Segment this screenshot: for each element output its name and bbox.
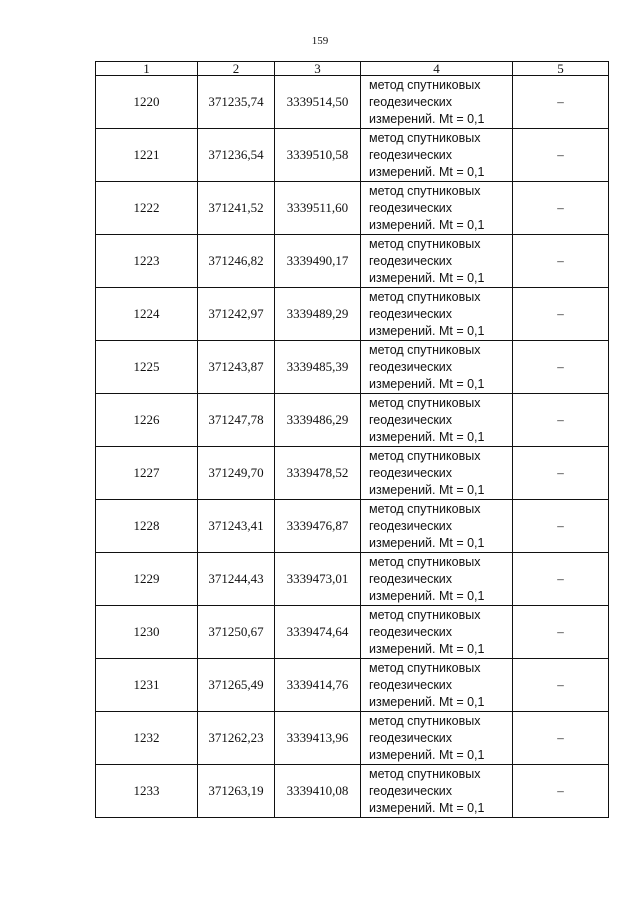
x-coordinate-cell: 371235,74 xyxy=(198,76,275,129)
method-line: измерений. Mt = 0,1 xyxy=(369,694,485,709)
table-row xyxy=(96,606,609,659)
x-coordinate-cell: 371244,43 xyxy=(198,553,275,606)
x-coordinate-cell: 371247,78 xyxy=(198,394,275,447)
point-number-cell: 1221 xyxy=(96,129,198,182)
method-line: геодезических xyxy=(369,730,453,745)
method-line: геодезических xyxy=(369,359,453,374)
header-col-4: 4 xyxy=(361,62,513,76)
method-line: измерений. Mt = 0,1 xyxy=(369,800,485,815)
y-coordinate-cell: 3339414,76 xyxy=(275,659,361,712)
y-coordinate-cell: 3339514,50 xyxy=(275,76,361,129)
method-line: измерений. Mt = 0,1 xyxy=(369,376,485,391)
table-row xyxy=(96,394,609,447)
method-line: метод спутниковых xyxy=(369,554,481,569)
method-line: геодезических xyxy=(369,253,453,268)
point-number-cell: 1222 xyxy=(96,182,198,235)
method-line: геодезических xyxy=(369,571,453,586)
table-header xyxy=(96,62,609,76)
table-row xyxy=(96,288,609,341)
point-number-cell: 1223 xyxy=(96,235,198,288)
method-line: измерений. Mt = 0,1 xyxy=(369,429,485,444)
method-line: метод спутниковых xyxy=(369,130,481,145)
method-line: измерений. Mt = 0,1 xyxy=(369,482,485,497)
method-line: измерений. Mt = 0,1 xyxy=(369,323,485,338)
point-number-cell: 1232 xyxy=(96,712,198,765)
note-cell: – xyxy=(513,712,609,765)
note-cell: – xyxy=(513,76,609,129)
table-row xyxy=(96,765,609,818)
y-coordinate-cell: 3339474,64 xyxy=(275,606,361,659)
y-coordinate-cell: 3339476,87 xyxy=(275,500,361,553)
note-cell: – xyxy=(513,182,609,235)
note-cell: – xyxy=(513,288,609,341)
method-line: метод спутниковых xyxy=(369,395,481,410)
method-line: измерений. Mt = 0,1 xyxy=(369,111,485,126)
table-row xyxy=(96,447,609,500)
y-coordinate-cell: 3339485,39 xyxy=(275,341,361,394)
y-coordinate-cell: 3339510,58 xyxy=(275,129,361,182)
method-line: измерений. Mt = 0,1 xyxy=(369,747,485,762)
note-cell: – xyxy=(513,765,609,818)
method-line: измерений. Mt = 0,1 xyxy=(369,164,485,179)
x-coordinate-cell: 371246,82 xyxy=(198,235,275,288)
note-cell: – xyxy=(513,394,609,447)
method-line: измерений. Mt = 0,1 xyxy=(369,588,485,603)
method-cell xyxy=(361,182,513,235)
point-number-cell: 1229 xyxy=(96,553,198,606)
point-number-cell: 1231 xyxy=(96,659,198,712)
method-line: метод спутниковых xyxy=(369,766,481,781)
note-cell: – xyxy=(513,341,609,394)
method-line: метод спутниковых xyxy=(369,236,481,251)
y-coordinate-cell: 3339410,08 xyxy=(275,765,361,818)
table-row xyxy=(96,500,609,553)
note-cell: – xyxy=(513,129,609,182)
method-line: метод спутниковых xyxy=(369,660,481,675)
point-number-cell: 1233 xyxy=(96,765,198,818)
y-coordinate-cell: 3339511,60 xyxy=(275,182,361,235)
point-number-cell: 1224 xyxy=(96,288,198,341)
table-row xyxy=(96,712,609,765)
method-line: измерений. Mt = 0,1 xyxy=(369,217,485,232)
method-cell xyxy=(361,235,513,288)
header-col-5: 5 xyxy=(513,62,609,76)
header-col-3: 3 xyxy=(275,62,361,76)
method-line: измерений. Mt = 0,1 xyxy=(369,641,485,656)
x-coordinate-cell: 371262,23 xyxy=(198,712,275,765)
note-cell: – xyxy=(513,659,609,712)
point-number-cell: 1228 xyxy=(96,500,198,553)
x-coordinate-cell: 371241,52 xyxy=(198,182,275,235)
x-coordinate-cell: 371265,49 xyxy=(198,659,275,712)
method-line: метод спутниковых xyxy=(369,607,481,622)
method-line: метод спутниковых xyxy=(369,713,481,728)
x-coordinate-cell: 371236,54 xyxy=(198,129,275,182)
method-line: геодезических xyxy=(369,94,453,109)
y-coordinate-cell: 3339473,01 xyxy=(275,553,361,606)
table-row xyxy=(96,553,609,606)
method-line: геодезических xyxy=(369,200,453,215)
method-line: метод спутниковых xyxy=(369,501,481,516)
page-number: 159 xyxy=(311,35,329,47)
header-col-1: 1 xyxy=(96,62,198,76)
method-cell xyxy=(361,712,513,765)
method-line: метод спутниковых xyxy=(369,342,481,357)
point-number-cell: 1225 xyxy=(96,341,198,394)
method-line: геодезических xyxy=(369,677,453,692)
note-cell: – xyxy=(513,235,609,288)
table-row xyxy=(96,235,609,288)
method-cell xyxy=(361,659,513,712)
table-row xyxy=(96,129,609,182)
note-cell: – xyxy=(513,500,609,553)
y-coordinate-cell: 3339413,96 xyxy=(275,712,361,765)
table-row xyxy=(96,659,609,712)
x-coordinate-cell: 371243,87 xyxy=(198,341,275,394)
method-cell xyxy=(361,606,513,659)
y-coordinate-cell: 3339489,29 xyxy=(275,288,361,341)
header-col-2: 2 xyxy=(198,62,275,76)
method-cell xyxy=(361,765,513,818)
method-line: геодезических xyxy=(369,306,453,321)
point-number-cell: 1220 xyxy=(96,76,198,129)
x-coordinate-cell: 371263,19 xyxy=(198,765,275,818)
method-line: геодезических xyxy=(369,624,453,639)
x-coordinate-cell: 371250,67 xyxy=(198,606,275,659)
table-row xyxy=(96,76,609,129)
table-body xyxy=(96,76,609,818)
method-line: метод спутниковых xyxy=(369,77,481,92)
method-cell xyxy=(361,394,513,447)
table-row xyxy=(96,341,609,394)
note-cell: – xyxy=(513,553,609,606)
y-coordinate-cell: 3339486,29 xyxy=(275,394,361,447)
method-line: геодезических xyxy=(369,518,453,533)
method-line: геодезических xyxy=(369,465,453,480)
x-coordinate-cell: 371243,41 xyxy=(198,500,275,553)
method-line: геодезических xyxy=(369,783,453,798)
y-coordinate-cell: 3339478,52 xyxy=(275,447,361,500)
method-line: метод спутниковых xyxy=(369,448,481,463)
method-line: измерений. Mt = 0,1 xyxy=(369,535,485,550)
point-number-cell: 1226 xyxy=(96,394,198,447)
coordinates-table xyxy=(95,61,609,818)
method-cell xyxy=(361,553,513,606)
y-coordinate-cell: 3339490,17 xyxy=(275,235,361,288)
method-line: метод спутниковых xyxy=(369,183,481,198)
method-cell xyxy=(361,500,513,553)
method-line: метод спутниковых xyxy=(369,289,481,304)
method-cell xyxy=(361,447,513,500)
method-cell xyxy=(361,129,513,182)
method-cell xyxy=(361,341,513,394)
x-coordinate-cell: 371242,97 xyxy=(198,288,275,341)
method-line: измерений. Mt = 0,1 xyxy=(369,270,485,285)
header-row xyxy=(96,62,609,76)
table-row xyxy=(96,182,609,235)
note-cell: – xyxy=(513,606,609,659)
method-line: геодезических xyxy=(369,412,453,427)
x-coordinate-cell: 371249,70 xyxy=(198,447,275,500)
method-line: геодезических xyxy=(369,147,453,162)
method-cell xyxy=(361,76,513,129)
point-number-cell: 1230 xyxy=(96,606,198,659)
note-cell: – xyxy=(513,447,609,500)
method-cell xyxy=(361,288,513,341)
point-number-cell: 1227 xyxy=(96,447,198,500)
